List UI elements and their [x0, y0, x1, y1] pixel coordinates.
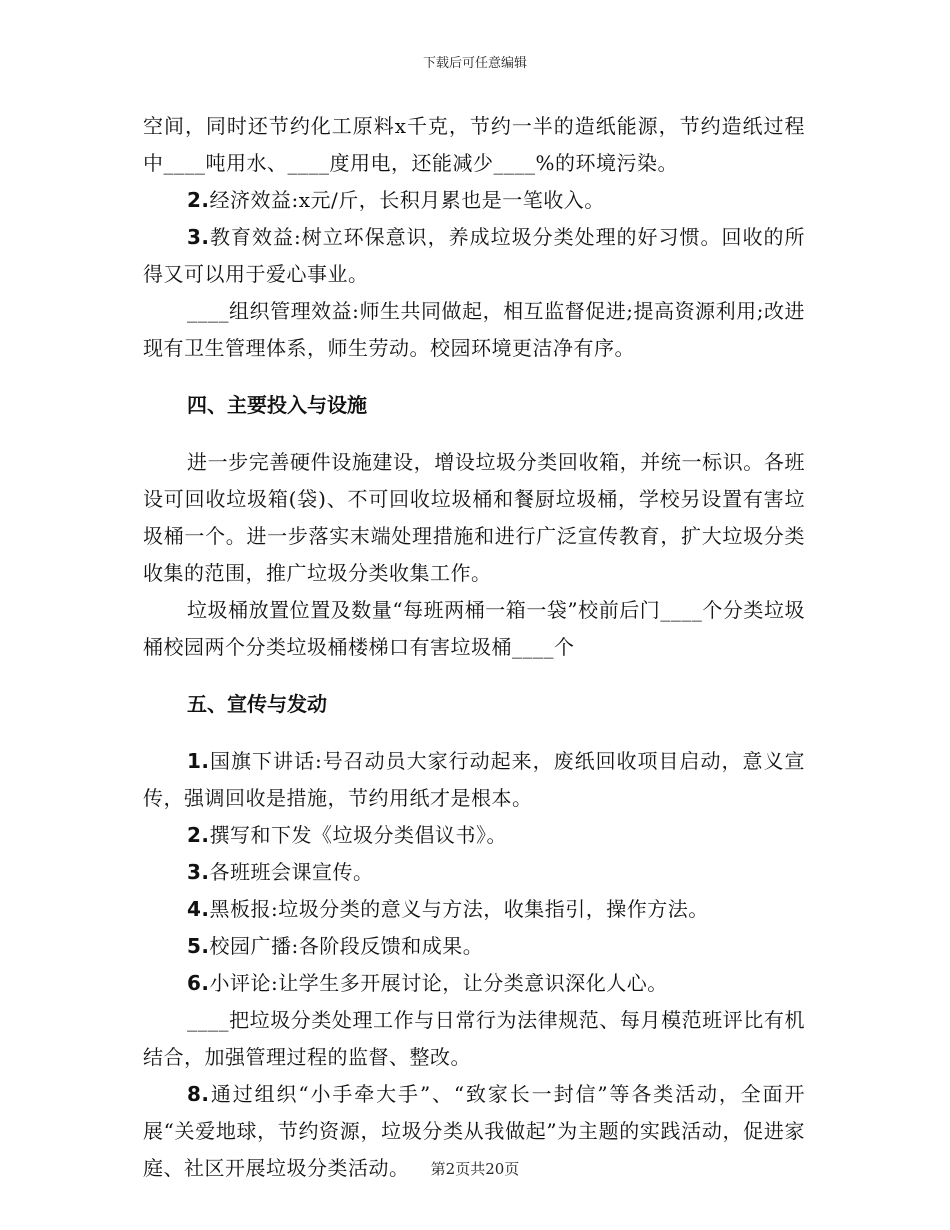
item-text: 小评论:让学生多开展讨论，让分类意识深化人心。: [209, 971, 668, 995]
numbered-item: [143, 182, 805, 219]
item-number: 5.: [187, 934, 210, 958]
paragraph: ____把垃圾分类处理工作与日常行为法律规范、每月模范班评比有机结合，加强管理过程的监督、整改。: [143, 1008, 805, 1069]
document-body: [143, 108, 805, 1187]
item-number: 2.: [187, 188, 210, 212]
item-number: 3.: [187, 225, 210, 249]
item-number: 1.: [187, 749, 210, 773]
item-text: 黑板报:垃圾分类的意义与方法，收集指引，操作方法。: [209, 897, 709, 921]
item-text: 经济效益:x元/斤，长积月累也是一笔收入。: [209, 188, 605, 212]
section-heading: 五、宣传与发动: [187, 692, 327, 716]
item-number: 6.: [187, 971, 210, 995]
page-footer: 第2页共20页: [430, 1160, 520, 1178]
item-text: 国旗下讲话:号召动员大家行动起来，废纸回收项目启动，意义宣传，强调回收是措施，节约用纸才是根本。: [143, 749, 805, 810]
numbered-item: [143, 928, 805, 965]
numbered-item: [143, 743, 805, 817]
numbered-item: [143, 854, 805, 891]
item-text: 教育效益:树立环保意识，养成垃圾分类处理的好习惯。回收的所得又可以用于爱心事业。: [143, 225, 805, 286]
numbered-item: [143, 817, 805, 854]
item-text: 校园广播:各阶段反馈和成果。: [209, 934, 484, 958]
numbered-item: [143, 891, 805, 928]
item-text: 通过组织“小手牵大手”、“致家长一封信”等各类活动，全面开展“关爱地球，节约资源，垃圾分类从我做起”为主题的实践活动，促进家庭、社区开展垃圾分类活动。: [143, 1082, 805, 1180]
item-number: 2.: [187, 823, 210, 847]
section-heading: 四、主要投入与设施: [187, 393, 367, 417]
page-header: 下载后可任意编辑: [422, 56, 527, 71]
paragraph: ____组织管理效益:师生共同做起，相互监督促进;提高资源利用;改进现有卫生管理体系，师生劳动。校园环境更洁净有序。: [143, 299, 805, 360]
paragraph: 空间，同时还节约化工原料x千克，节约一半的造纸能源，节约造纸过程中____吨用水、____度用电，还能减少____%的环境污染。: [143, 114, 805, 175]
paragraph: 垃圾桶放置位置及数量“每班两桶一箱一袋”校前后门____个分类垃圾桶校园两个分类垃圾桶楼梯口有害垃圾桶____个: [143, 598, 805, 659]
item-number: 3.: [187, 860, 210, 884]
numbered-item: [143, 219, 805, 293]
paragraph: 进一步完善硬件设施建设，增设垃圾分类回收箱，并统一标识。各班设可回收垃圾箱(袋)、不可回收垃圾桶和餐厨垃圾桶，学校另设置有害垃圾桶一个。进一步落实末端处理措施和进行广泛宣传教育，扩大垃圾分类收集的范围，推广垃圾分类收集工作。: [143, 450, 805, 585]
item-number: 4.: [187, 897, 210, 921]
numbered-item: [143, 965, 805, 1002]
item-text: 撰写和下发《垃圾分类倡议书》。: [209, 823, 508, 847]
item-number: 8.: [187, 1082, 210, 1106]
item-text: 各班班会课宣传。: [209, 860, 374, 884]
